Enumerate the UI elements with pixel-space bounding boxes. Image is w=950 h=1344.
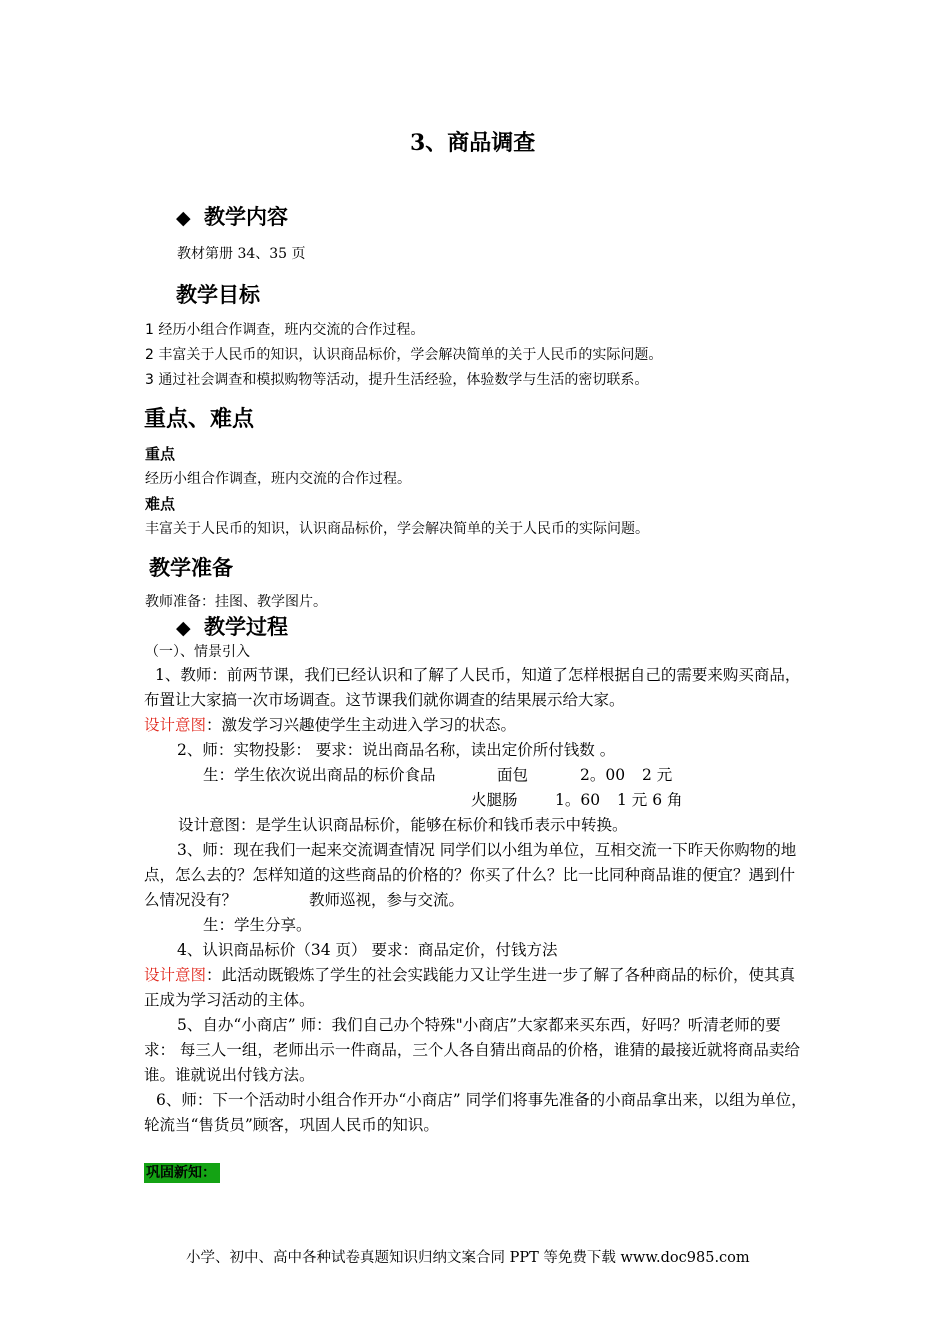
item-1-name: 面包 (497, 766, 529, 784)
design-note-3 (144, 963, 810, 1013)
item-2-price: 1。60 (555, 791, 601, 809)
item-2-value: 1 元 6 角 (617, 791, 683, 809)
section-heading-content-text: 教学内容 (204, 205, 288, 229)
section-heading-goals: 教学目标 (176, 283, 260, 307)
process-paragraph-6: 6、师：下一个活动时小组合作开办“小商店” 同学们将事先准备的小商品拿出来，以组为单位，轮流当“售货员”顾客，巩固人民币的知识。 (144, 1091, 807, 1134)
difficult-text: 丰富关于人民币的知识，认识商品标价，学会解决简单的关于人民币的实际问题。 (145, 521, 649, 537)
section-heading-key: 重点、难点 (144, 407, 255, 432)
process-paragraph-3-text: 3、师：现在我们一起来交流调查情况 同学们以小组为单位，互相交流一下昨天你购物的地点，怎么去的？怎样知道的这些商品的价格的？你买了什么？比一比同种商品谁的便宜？遇到什么情况没有？ (144, 841, 797, 909)
design-note-1-label: 设计意图 (144, 716, 207, 734)
content-text: 教材第册 34、35 页 (177, 246, 306, 262)
section-heading-prep: 教学准备 (149, 556, 233, 580)
key-text: 经历小组合作调查，班内交流的合作过程。 (145, 471, 411, 487)
goal-item-1: 1 经历小组合作调查，班内交流的合作过程。 (145, 322, 425, 338)
footer-text: 小学、初中、高中各种试卷真题知识归纳文案合同 PPT 等免费下载 www.doc985.com (186, 1250, 750, 1266)
process-paragraph-3-tail: 教师巡视，参与交流。 (309, 891, 465, 909)
item-1-value: 2 元 (642, 766, 673, 784)
section-heading-content (176, 201, 288, 231)
item-1-price: 2。00 (580, 766, 626, 784)
design-note-3-text: ：此活动既锻炼了学生的社会实践能力又让学生进一步了解了各种商品的标价，使其真正成为学习活动的主体。 (144, 966, 796, 1009)
process-student-2: 生：学生分享。 (203, 916, 312, 934)
design-note-3-label: 设计意图 (144, 966, 207, 984)
design-note-1 (144, 713, 516, 738)
item-2-name: 火腿肠 (471, 791, 518, 809)
prep-text: 教师准备：挂图、教学图片。 (145, 594, 327, 610)
consolidate-highlight: 巩固新知： (144, 1163, 220, 1183)
process-paragraph-1: 1、教师：前两节课，我们已经认识和了解了人民币，知道了怎样根据自己的需要来购买商品，布置让大家搞一次市场调查。这节课我们就你调查的结果展示给大家。 (144, 666, 801, 709)
section-heading-process (176, 611, 288, 641)
design-note-2: 设计意图：是学生认识商品标价，能够在标价和钱币表示中转换。 (178, 816, 628, 834)
process-paragraph-2: 2、师：实物投影： 要求：说出商品名称，读出定价所付钱数 。 (177, 741, 616, 759)
process-student-1: 生：学生依次说出商品的标价食品 (203, 766, 436, 784)
difficult-label: 难点 (145, 495, 176, 513)
goal-item-3: 3 通过社会调查和模拟购物等活动，提升生活经验，体验数学与生活的密切联系。 (145, 372, 649, 388)
consolidate-label (144, 1162, 220, 1182)
diamond-bullet-icon: ◆ (176, 207, 191, 229)
design-note-1-text: ：激发学习兴趣使学生主动进入学习的状态。 (206, 716, 517, 734)
process-subtitle: （一）、情景引入 (145, 644, 250, 660)
key-label: 重点 (145, 445, 176, 463)
process-paragraph-4: 4、认识商品标价（34 页） 要求：商品定价，付钱方法 (177, 941, 558, 959)
diamond-bullet-icon: ◆ (176, 617, 191, 639)
section-heading-process-text: 教学过程 (204, 615, 288, 639)
process-paragraph-3 (144, 838, 810, 913)
page-title: 3、商品调查 (410, 130, 536, 156)
goal-item-2: 2 丰富关于人民币的知识，认识商品标价，学会解决简单的关于人民币的实际问题。 (145, 347, 663, 363)
process-paragraph-5: 5、自办“小商店” 师：我们自己办个特殊"小商店”大家都来买东西，好吗？听清老师的要求： 每三人一组，老师出示一件商品，三个人各自猜出商品的价格，谁猜的最接近就将商品卖给谁。谁就说出付钱方法。 (144, 1016, 800, 1084)
